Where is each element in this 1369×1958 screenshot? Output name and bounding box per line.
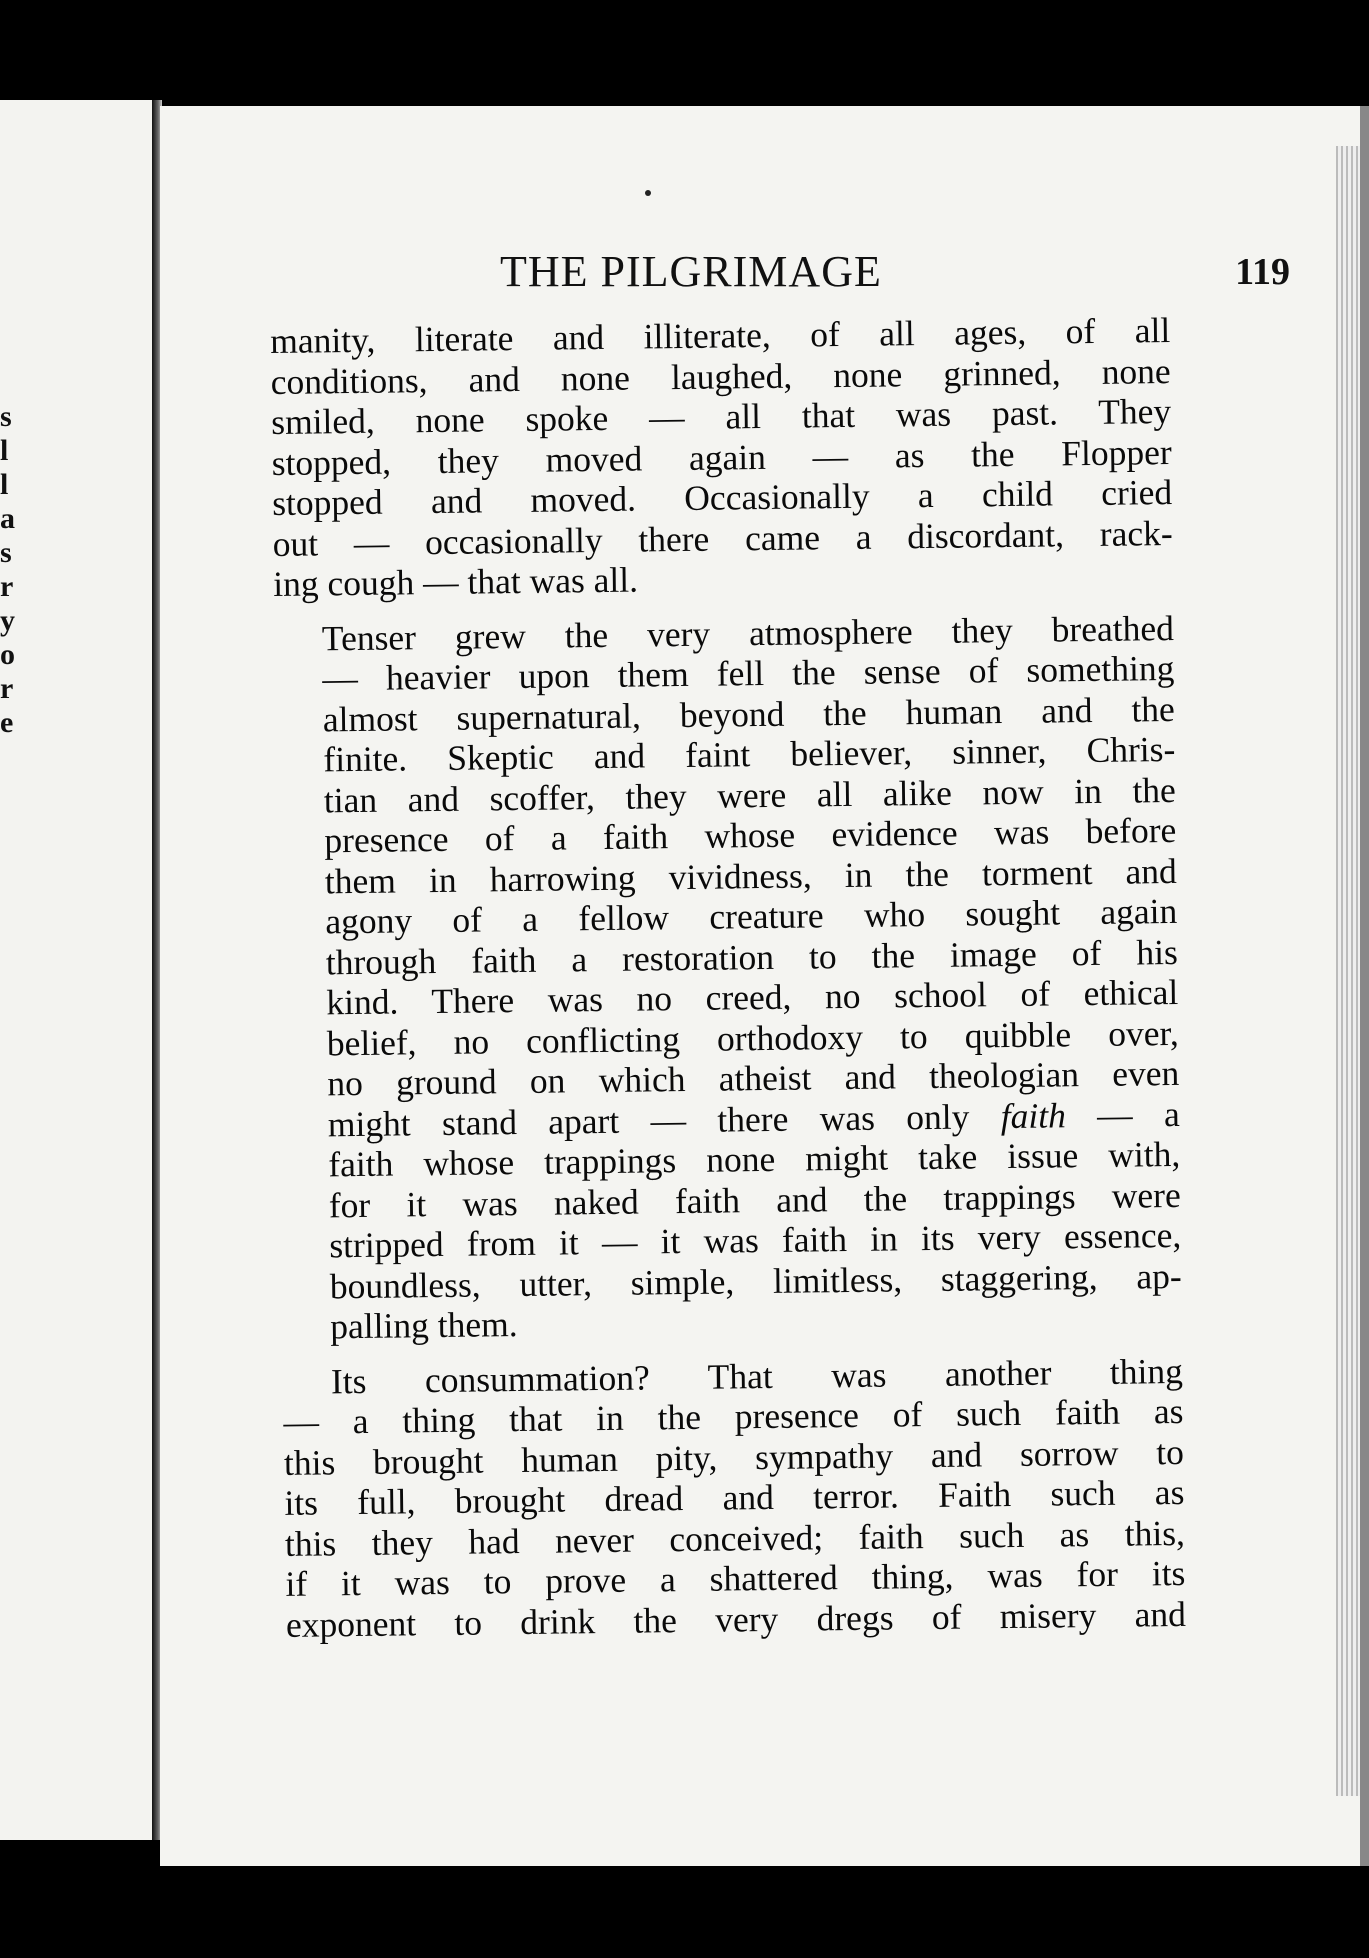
text-line: almost supernatural, beyond the human and the bbox=[322, 688, 1176, 739]
running-head bbox=[500, 246, 1290, 306]
text-line: conditions, and none laughed, none grinned, none bbox=[270, 350, 1171, 402]
text-line: manity, literate and illiterate, of all ages, of all bbox=[270, 310, 1171, 361]
text-line: this they had never conceived; faith such as this, bbox=[284, 1512, 1186, 1564]
text-line: Its consummation? That was another thing bbox=[330, 1350, 1184, 1401]
running-title: THE PILGRIMAGE bbox=[500, 247, 882, 296]
text-line: if it was to prove a shattered thing, was for its bbox=[285, 1552, 1186, 1604]
text-line: ing cough — that was all. bbox=[272, 559, 639, 604]
text-line: palling them. bbox=[330, 1304, 518, 1347]
text-line: out — occasionally there came a discordant, rack- bbox=[272, 512, 1173, 564]
text-line: stopped and moved. Occasionally a child cried bbox=[271, 471, 1173, 523]
text-line: for it was naked faith and the trappings were bbox=[328, 1174, 1181, 1225]
text-line: faith whose trappings none might take issue with, bbox=[328, 1133, 1181, 1185]
left-mark: s bbox=[0, 536, 12, 569]
left-page-text-edge bbox=[0, 400, 14, 740]
text-line: finite. Skeptic and faint believer, sinner, Chris- bbox=[323, 728, 1176, 780]
paragraph-1 bbox=[270, 310, 1173, 604]
text-line: Tenser grew the very atmosphere they breathed bbox=[321, 607, 1175, 658]
left-mark: s bbox=[0, 400, 12, 433]
page-number: 119 bbox=[1235, 251, 1290, 293]
text-line: — a thing that in the presence of such faith as bbox=[283, 1390, 1184, 1442]
text-line: smiled, none spoke — all that was past. They bbox=[270, 390, 1172, 442]
left-mark: r bbox=[0, 672, 14, 705]
left-mark: a bbox=[0, 502, 15, 535]
left-mark: r bbox=[0, 570, 14, 603]
text-line: kind. There was no creed, no school of ethical bbox=[326, 971, 1179, 1023]
text-line: them in harrowing vividness, in the torment and bbox=[324, 850, 1178, 901]
italic-faith: faith bbox=[1000, 1094, 1067, 1136]
text-fragment: — a bbox=[1065, 1093, 1180, 1135]
left-page-fragment bbox=[0, 100, 158, 1840]
text-line: stopped, they moved again — as the Flopper bbox=[271, 431, 1172, 483]
body-text bbox=[270, 310, 1186, 1645]
left-mark: l bbox=[0, 434, 9, 467]
text-line: presence of a faith whose evidence was before bbox=[324, 809, 1177, 861]
text-line: through faith a restoration to the image of his bbox=[325, 931, 1179, 982]
text-line: exponent to drink the very dregs of misery and bbox=[285, 1593, 1187, 1645]
text-line: boundless, utter, simple, limitless, staggering, ap- bbox=[329, 1255, 1182, 1306]
text-line: agony of a fellow creature who sought again bbox=[325, 890, 1178, 942]
text-line: stripped from it — it was faith in its very essence, bbox=[329, 1214, 1182, 1266]
paragraph-2 bbox=[274, 607, 1183, 1347]
paragraph-3 bbox=[283, 1350, 1186, 1644]
left-mark: y bbox=[0, 604, 15, 637]
text-line: tian and scoffer, they were all alike now in the bbox=[323, 769, 1177, 820]
text-line: no ground on which atheist and theologian even bbox=[327, 1052, 1180, 1104]
text-line: this brought human pity, sympathy and sorrow to bbox=[283, 1431, 1185, 1483]
text-line: — heavier upon them fell the sense of something bbox=[322, 647, 1175, 699]
text-line: its full, brought dread and terror. Faith such as bbox=[284, 1471, 1185, 1523]
left-mark: e bbox=[0, 706, 14, 739]
text-fragment: might stand apart — there was only bbox=[327, 1095, 1001, 1144]
right-page bbox=[160, 106, 1369, 1866]
text-line: belief, no conflicting orthodoxy to quibble over, bbox=[326, 1012, 1180, 1063]
left-mark: l bbox=[0, 468, 9, 501]
left-mark: o bbox=[0, 638, 15, 671]
page-edge-stack bbox=[1336, 146, 1360, 1796]
print-speck bbox=[645, 190, 651, 196]
